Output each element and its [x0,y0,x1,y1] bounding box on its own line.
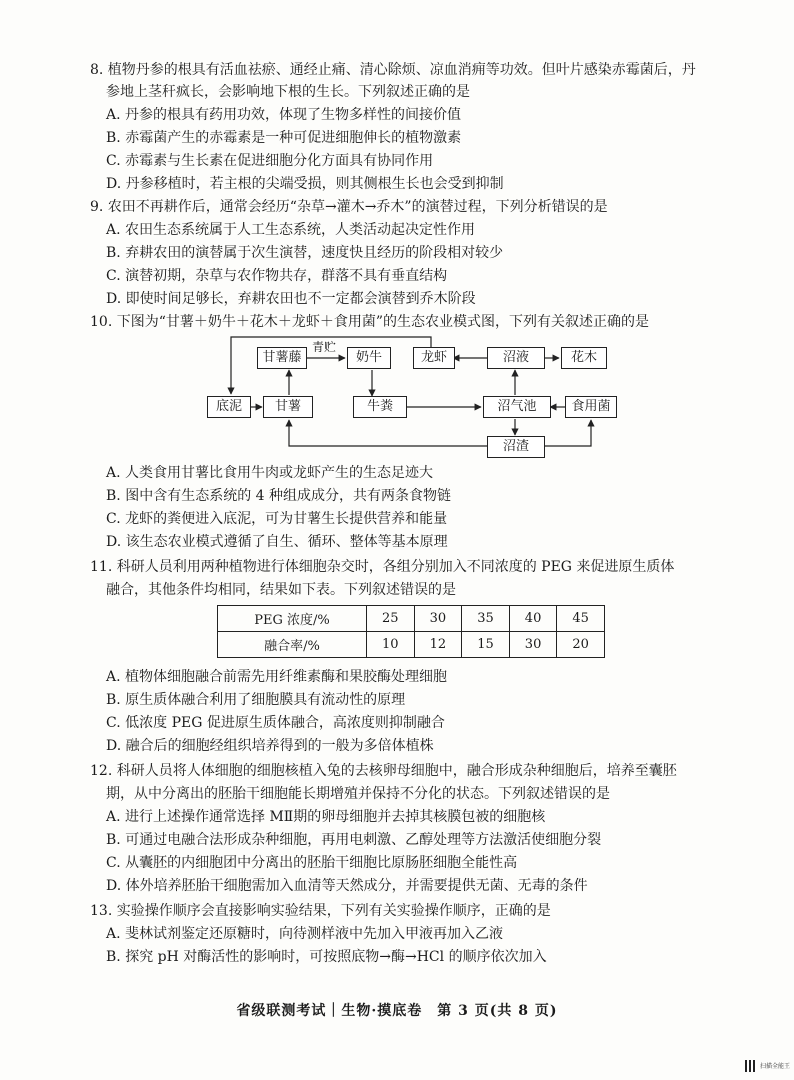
q8-option-c: C. 赤霉素与生长素在促进细胞分化方面具有协同作用 [106,153,434,169]
table-cell: 30 [509,632,557,658]
page-footer: 省级联测考试｜生物·摸底卷 第 3 页(共 8 页) [236,1003,558,1019]
table-row [218,632,605,658]
node-biogas-residue: 沼渣 [487,436,545,458]
table-cell: 20 [557,632,605,658]
table-cell: 40 [509,606,557,632]
q10-option-d: D. 该生态农业模式遵循了自生、循环、整体等基本原理 [106,534,448,550]
node-cow-dung: 牛粪 [353,396,407,418]
q10-option-a: A. 人类食用甘薯比食用牛肉或龙虾产生的生态足迹大 [106,465,434,481]
q10-stem: 10. 下图为“甘薯＋奶牛＋花木＋龙虾＋食用菌”的生态农业模式图，下列有关叙述正确的是 [90,314,650,330]
q12-stem-cont: 期，从中分离出的胚胎干细胞能长期增殖并保持不分化的状态。下列叙述错误的是 [106,786,610,802]
node-biogas-slurry: 沼液 [487,347,545,369]
q11-stem-cont: 融合，其他条件均相同，结果如下表。下列叙述错误的是 [106,582,456,598]
q8-option-a: A. 丹参的根具有药用功效，体现了生物多样性的间接价值 [106,107,462,123]
table-cell: 45 [557,606,605,632]
q11-stem: 11. 科研人员利用两种植物进行体细胞杂交时，各组分别加入不同浓度的 PEG 来促进原生质体 [90,559,675,575]
q11-option-d: D. 融合后的细胞经组织培养得到的一般为多倍体植株 [106,738,434,754]
node-biogas-digester: 沼气池 [483,396,551,418]
table-header-peg: PEG 浓度/% [218,606,367,632]
table-cell: 25 [367,606,415,632]
table-cell: 15 [462,632,510,658]
table-cell: 12 [414,632,462,658]
q8-stem-cont: 参地上茎秆疯长，会影响地下根的生长。下列叙述正确的是 [106,84,470,100]
scanner-watermark: 扫描全能王 [760,1063,791,1070]
q12-option-a: A. 进行上述操作通常选择 MⅡ期的卵母细胞并去掉其核膜包被的细胞核 [106,809,546,825]
q9-option-b: B. 弃耕农田的演替属于次生演替，速度快且经历的阶段相对较少 [106,245,504,261]
q12-option-d: D. 体外培养胚胎干细胞需加入血清等天然成分，并需要提供无菌、无毒的条件 [106,878,588,894]
q13-option-a: A. 斐林试剂鉴定还原糖时，向待测样液中先加入甲液再加入乙液 [106,926,504,942]
q9-option-d: D. 即使时间足够长，弃耕农田也不一定都会演替到乔木阶段 [106,291,476,307]
table-header-rate: 融合率/% [218,632,367,658]
qr-code-icon [745,1060,757,1072]
q9-stem: 9. 农田不再耕作后，通常会经历“杂草→灌木→乔木”的演替过程，下列分析错误的是 [90,199,608,215]
q9-option-c: C. 演替初期，杂草与农作物共存，群落不具有垂直结构 [106,268,448,284]
q11-option-a: A. 植物体细胞融合前需先用纤维素酶和果胶酶处理细胞 [106,669,448,685]
peg-fusion-table [217,605,605,658]
q12-option-b: B. 可通过电融合法形成杂种细胞，再用电刺激、乙醇处理等方法激活使细胞分裂 [106,832,602,848]
table-cell: 30 [414,606,462,632]
q13-stem: 13. 实验操作顺序会直接影响实验结果，下列有关实验操作顺序，正确的是 [90,903,551,919]
table-cell: 35 [462,606,510,632]
eco-agriculture-diagram [205,333,635,459]
q8-option-b: B. 赤霉菌产生的赤霉素是一种可促进细胞伸长的植物激素 [106,130,462,146]
node-edible-fungi: 食用菌 [565,396,617,418]
node-sediment: 底泥 [207,396,251,418]
q13-option-b: B. 探究 pH 对酶活性的影响时，可按照底物→酶→HCl 的顺序依次加入 [106,949,547,965]
node-flowers-trees: 花木 [561,347,607,369]
silage-label: 青贮 [312,340,337,354]
q8-option-d: D. 丹参移植时，若主根的尖端受损，则其侧根生长也会受到抑制 [106,176,504,192]
node-dairy-cow: 奶牛 [347,347,391,369]
table-cell: 10 [367,632,415,658]
q12-stem: 12. 科研人员将人体细胞的细胞核植入兔的去核卵母细胞中，融合形成杂种细胞后，培养至囊胚 [90,763,677,779]
q11-option-c: C. 低浓度 PEG 促进原生质体融合，高浓度则抑制融合 [106,715,445,731]
node-crayfish: 龙虾 [413,347,455,369]
q10-option-c: C. 龙虾的粪便进入底泥，可为甘薯生长提供营养和能量 [106,511,448,527]
node-sweet-potato: 甘薯 [263,396,313,418]
q11-option-b: B. 原生质体融合利用了细胞膜具有流动性的原理 [106,692,406,708]
q12-option-c: C. 从囊胚的内细胞团中分离出的胚胎干细胞比原肠胚细胞全能性高 [106,855,518,871]
q9-option-a: A. 农田生态系统属于人工生态系统，人类活动起决定性作用 [106,222,476,238]
q8-stem: 8. 植物丹参的根具有活血祛瘀、通经止痛、清心除烦、凉血消痈等功效。但叶片感染赤霉菌后，丹 [90,62,696,78]
table-row [218,606,605,632]
q10-option-b: B. 图中含有生态系统的 4 种组成成分，共有两条食物链 [106,488,451,504]
node-sweet-potato-vine: 甘薯藤 [257,347,307,369]
